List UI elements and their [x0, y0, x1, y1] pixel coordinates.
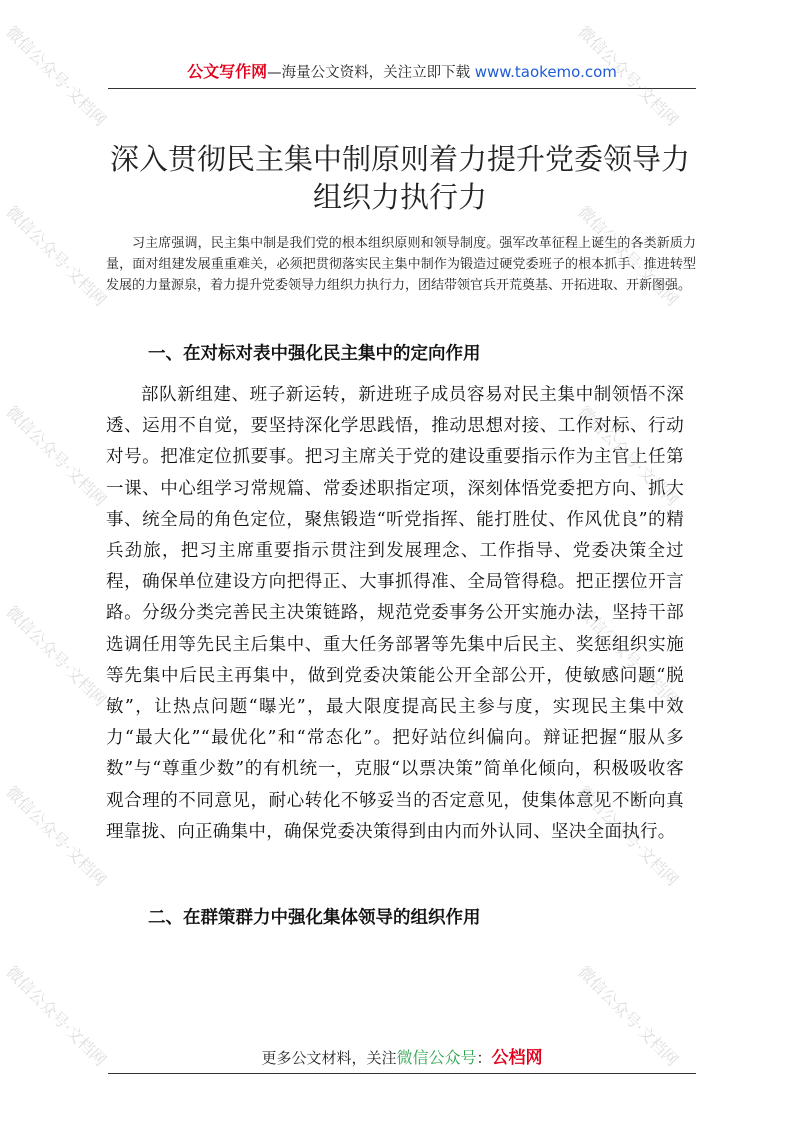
watermark: 微信公众号·文档网: [2, 22, 110, 130]
title-line-2: 组织力执行力: [312, 180, 487, 214]
document-title: [100, 140, 700, 216]
footer-prefix: 更多公文材料，关注: [261, 1049, 397, 1067]
section-1-body: 部队新组建、班子新运转，新进班子成员容易对民主集中制领悟不深透、运用不自觉，要坚持深化学思践悟，推动思想对接、工作对标、行动对号。把准定位抓要事。把习主席关于党的建设重要指示作为主官上任第一课、中心组学习常规篇、常委述职指定项，深刻体悟党委把方向、抓大事、统全局的角色定位，聚焦锻造“听党指挥、能打胜仗、作风优良”的精兵劲旅，把习主席重要指示贯注到发展理念、工作指导、党委决策全过程，确保单位建设方向把得正、大事抓得准、全局管得稳。把正摆位开言路。分级分类完善民主决策链路，规范党委事务公开实施办法，坚持干部选调任用等先民主后集中、重大任务部署等先集中后民主、奖惩组织实施等先集中后民主再集中，做到党委决策能公开全部公开，使敏感问题“脱敏”，让热点问题“曝光”，最大限度提高民主参与度，实现民主集中效力“最大化”“最优化”和“常态化”。把好站位纠偏向。辩证把握“服从多数”与“尊重少数”的有机统一，克服“以票决策”简单化倾向，积极吸收客观合理的不同意见，耐心转化不够妥当的否定意见，使集体意见不断向真理靠拢、向正确集中，确保党委决策得到由内而外认同、坚决全面执行。: [106, 385, 684, 842]
watermark: 微信公众号·文档网: [2, 602, 110, 710]
watermark: 微信公众号·文档网: [2, 962, 110, 1070]
section-1-heading: 一、在对标对表中强化民主集中的定向作用: [148, 344, 481, 364]
watermark: 微信公众号·文档网: [574, 602, 682, 710]
footer-wechat: 微信公众号: [396, 1048, 477, 1067]
watermark: 微信公众号·文档网: [2, 202, 110, 310]
watermark: 微信公众号·文档网: [2, 402, 110, 510]
page-header: [108, 58, 696, 89]
header-tagline: —海量公文资料，关注立即下载: [267, 65, 475, 81]
section-2-heading: 二、在群策群力中强化集体领导的组织作用: [148, 908, 481, 928]
page-footer: [108, 1044, 696, 1074]
footer-colon: ：: [476, 1049, 492, 1067]
watermark: 微信公众号·文档网: [574, 22, 682, 130]
watermark: 微信公众号·文档网: [574, 202, 682, 310]
watermark: 微信公众号·文档网: [574, 402, 682, 510]
header-site-link[interactable]: www.taokemo.com: [474, 63, 617, 81]
watermark: 微信公众号·文档网: [2, 782, 110, 890]
header-brand: 公文写作网: [187, 62, 268, 81]
title-line-1: 深入贯彻民主集中制原则着力提升党委领导力: [109, 142, 690, 176]
watermark: 微信公众号·文档网: [574, 962, 682, 1070]
intro-paragraph: 习主席强调，民主集中制是我们党的根本组织原则和领导制度。强军改革征程上诞生的各类新质力量，面对组建发展重重难关，必须把贯彻落实民主集中制作为锻造过硬党委班子的根本抓手、推进转型发展的力量源泉，着力提升党委领导力组织力执行力，团结带领官兵开荒奠基、开拓进取、开新图强。: [106, 236, 696, 293]
footer-brand: 公档网: [491, 1048, 543, 1068]
watermark: 微信公众号·文档网: [574, 782, 682, 890]
